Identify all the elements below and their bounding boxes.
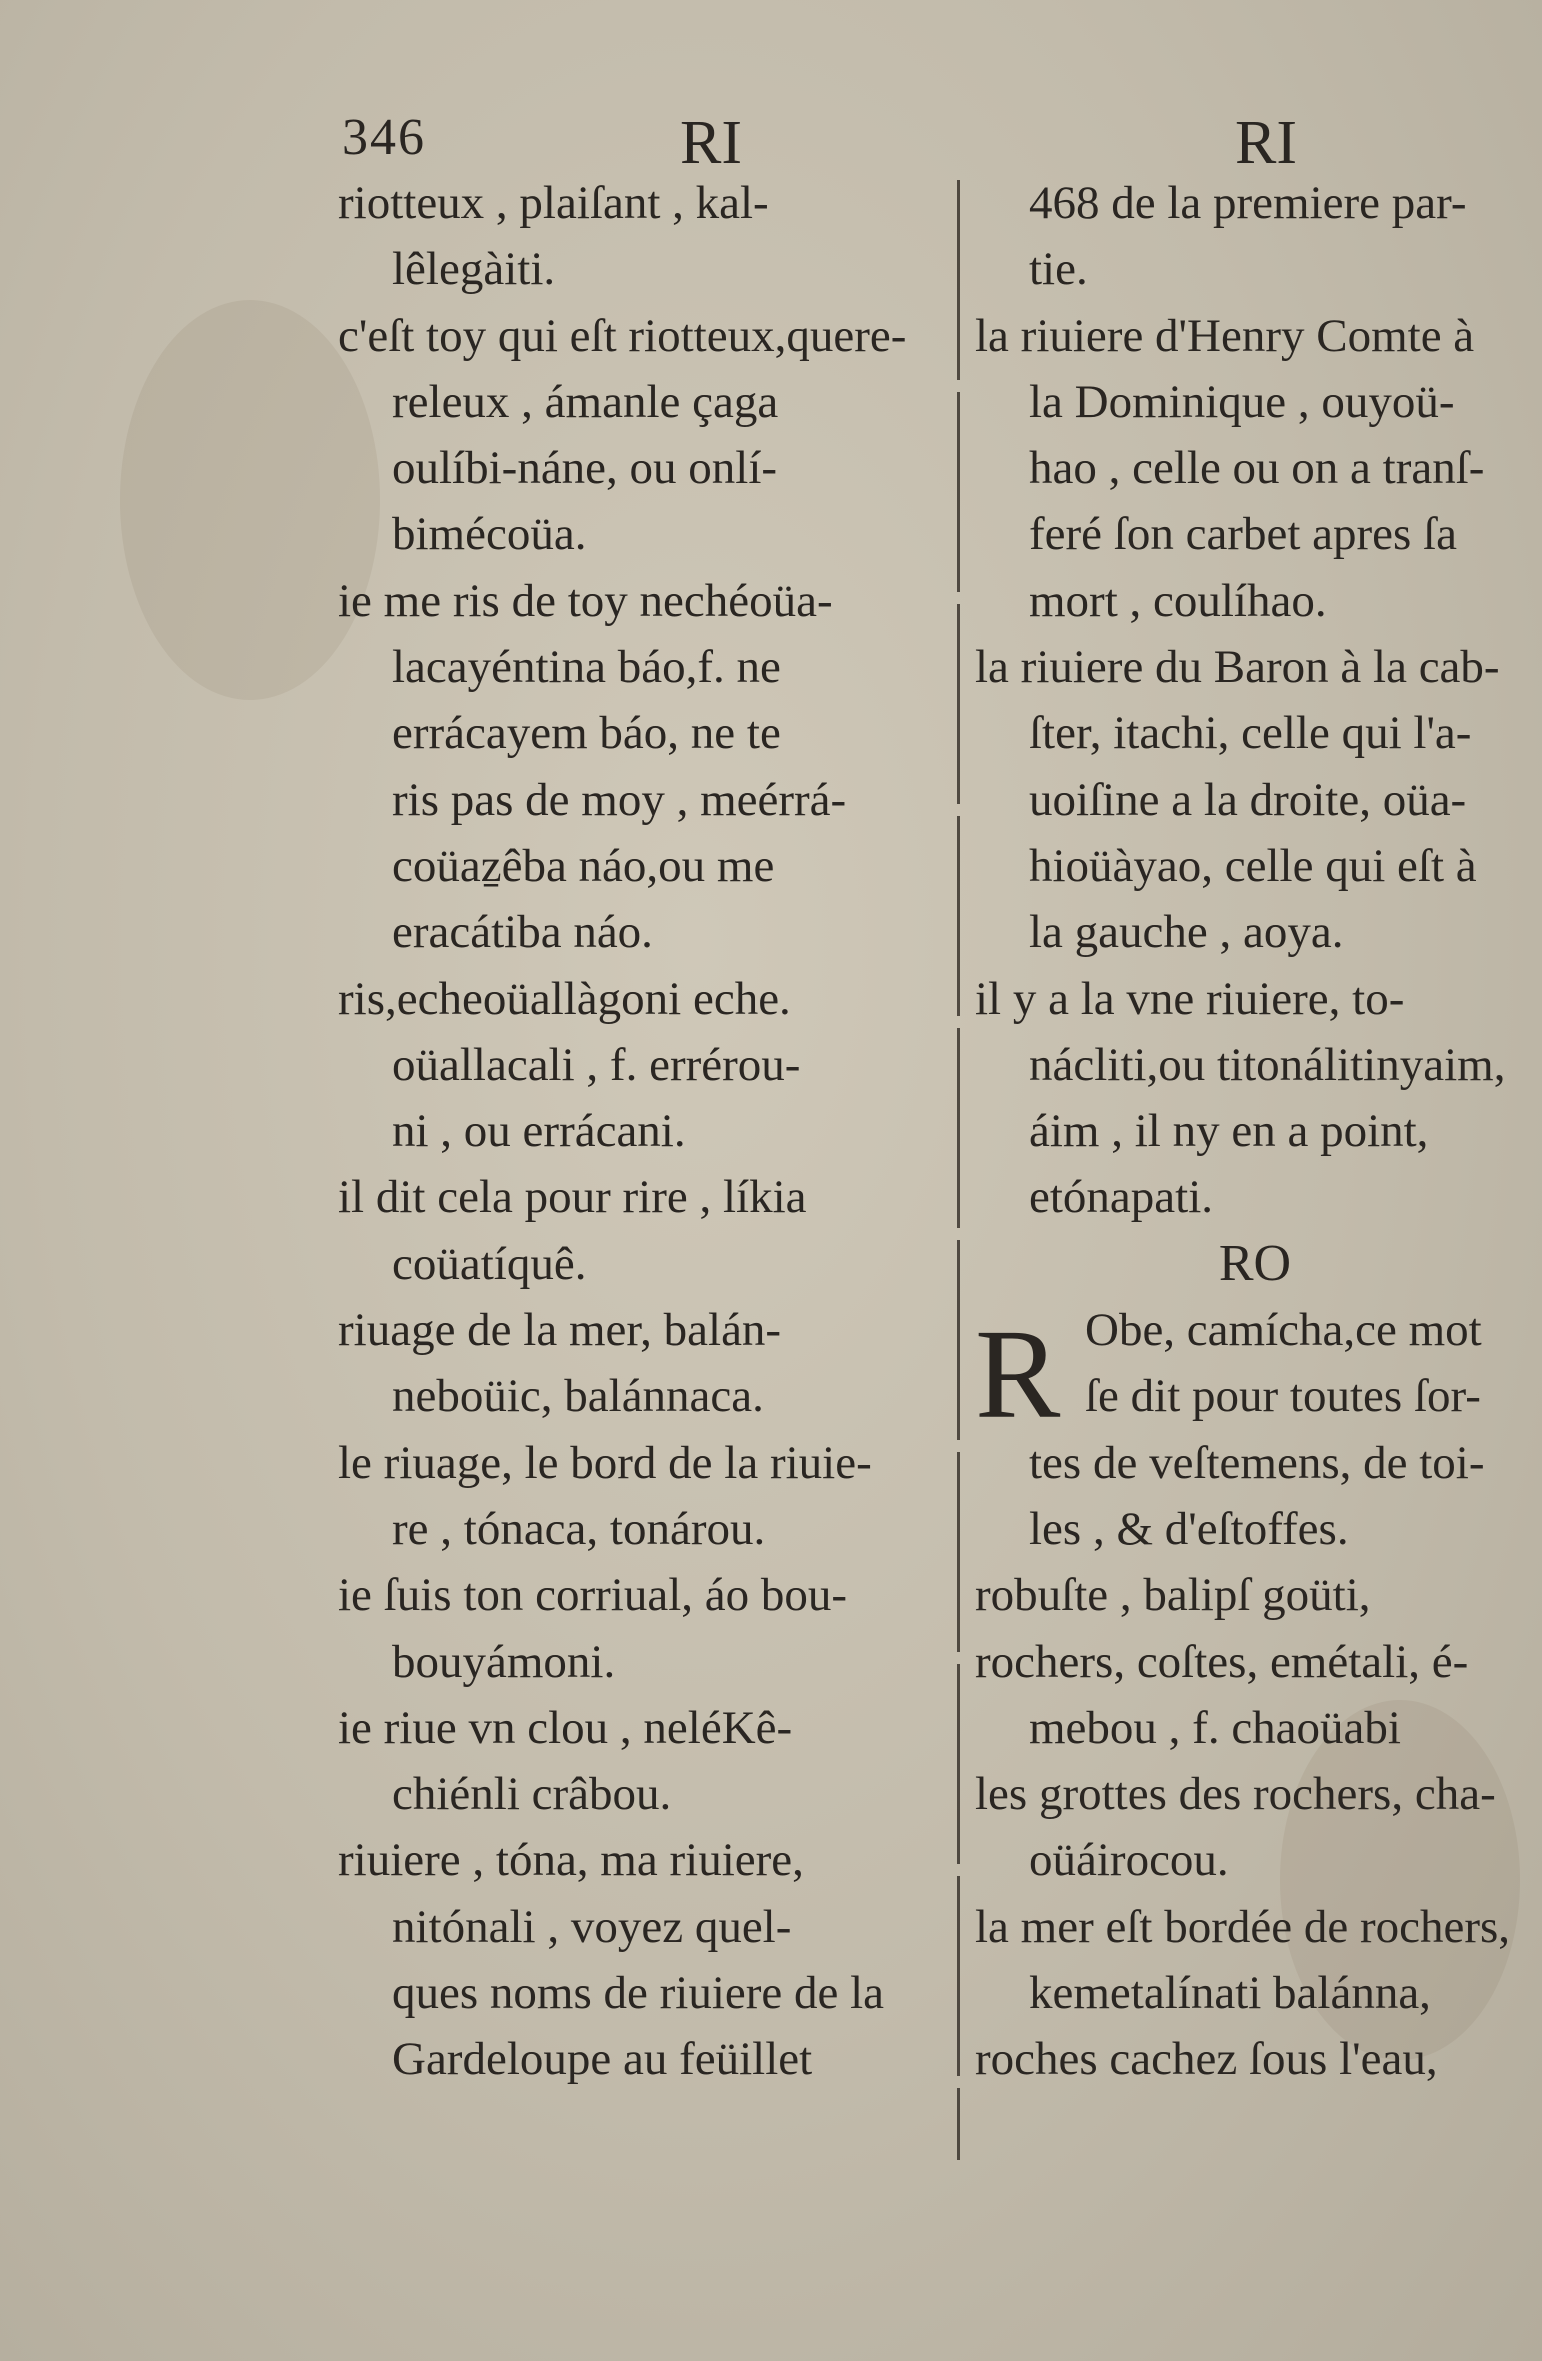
entry-line: 468 de la premiere par- <box>1029 177 1467 229</box>
entry-line: bouyámoni. <box>392 1635 616 1688</box>
entry-line: feré ſon carbet apres ſa <box>1029 508 1457 561</box>
entry-line: la riuiere d'Henry Comte à <box>975 309 1475 362</box>
entry-line: robuſte , balipſ goüti, <box>975 1569 1371 1622</box>
entry-line: nitónali , voyez quel- <box>392 1900 792 1953</box>
page-number: 346 <box>342 109 426 166</box>
entry-line: tes de veſtemens, de toi- <box>1029 1436 1485 1489</box>
entry-line: ris pas de moy , meérrá- <box>392 773 847 826</box>
entry-line: les , & d'eſtoffes. <box>1029 1502 1349 1555</box>
entry-line: coüaẕêba náo,ou me <box>392 839 775 892</box>
entry-line: la Dominique , ouyoü- <box>1029 375 1455 428</box>
entry-line: ſe dit pour toutes ſor- <box>1085 1370 1481 1423</box>
entry-line: ie riue vn clou , neléKê- <box>338 1701 793 1754</box>
entry-line: oüáirocou. <box>1029 1834 1229 1887</box>
section-heading: RO <box>1218 1234 1292 1292</box>
entry-line: Obe, camícha,ce mot <box>1085 1304 1482 1357</box>
entry-line: Gardeloupe au feüillet <box>392 2033 813 2086</box>
entry-line: il y a la vne riuiere, to- <box>975 972 1405 1025</box>
entry-line: rochers, coſtes, emétali, é- <box>975 1635 1469 1688</box>
entry-line: la mer eſt bordée de rochers, <box>975 1900 1511 1953</box>
entry-line: ris,echeoüallàgoni eche. <box>338 972 791 1025</box>
entry-line: le riuage, le bord de la riuie- <box>338 1436 872 1489</box>
entry-line: neboüic, balánnaca. <box>392 1370 764 1423</box>
entry-line: c'eſt toy qui eſt riotteux,quere- <box>338 309 907 362</box>
entry-line: mort , coulíhao. <box>1029 574 1327 627</box>
entry-line: les grottes des rochers, cha- <box>975 1768 1496 1821</box>
entry-line: mebou , f. chaoüabi <box>1029 1701 1401 1754</box>
entry-line: errácayem báo, ne te <box>392 707 781 760</box>
running-header <box>0 108 1542 178</box>
entry-line: oüallacali , f. errérou- <box>392 1038 801 1091</box>
entry-line: oulíbi-náne, ou onlí- <box>392 442 778 495</box>
entry-line: ie me ris de toy nechéoüa- <box>338 574 833 627</box>
left-running-head: RI <box>680 109 742 177</box>
entry-line: releux , ámanle çaga <box>392 375 779 428</box>
entry-line: ni , ou errácani. <box>392 1105 686 1158</box>
entry-line: lêlegàiti. <box>392 243 556 296</box>
entry-line: tie. <box>1029 243 1088 296</box>
entry-line: ie ſuis ton corriual, áo bou- <box>338 1569 848 1622</box>
entry-line: lacayéntina báo,f. ne <box>392 641 781 694</box>
entry-line: ques noms de riuiere de la <box>392 1967 885 2020</box>
entry-line: riotteux , plaiſant , kal- <box>338 177 769 229</box>
left-column <box>338 170 943 2093</box>
column-rule <box>957 180 960 2160</box>
drop-cap-initial: R <box>975 1303 1061 1445</box>
entry-line: roches cachez ſous l'eau, <box>975 2033 1438 2086</box>
entry-line: eracátiba náo. <box>392 906 653 959</box>
entry-line: áim , il ny en a point, <box>1029 1105 1429 1158</box>
entry-line: la gauche , aoya. <box>1029 906 1344 959</box>
entry-line: coüatíquê. <box>392 1237 587 1290</box>
right-running-head: RI <box>1235 109 1297 177</box>
entry-line: riuiere , tóna, ma riuiere, <box>338 1834 804 1887</box>
entry-line: la riuiere du Baron à la cab- <box>975 641 1500 694</box>
entry-line: re , tónaca, tonárou. <box>392 1502 766 1555</box>
entry-line: etónapati. <box>1029 1171 1214 1224</box>
entry-line: hao , celle ou on a tranſ- <box>1029 442 1485 495</box>
entry-line: kemetalínati balánna, <box>1029 1967 1431 2020</box>
entry-line: riuage de la mer, balán- <box>338 1304 782 1357</box>
entry-line: hioüàyao, celle qui eſt à <box>1029 839 1477 892</box>
right-column <box>975 170 1535 2093</box>
entry-line: chiénli crâbou. <box>392 1768 672 1821</box>
entry-line: nácliti,ou titonálitinyaim, <box>1029 1038 1506 1091</box>
entry-line: uoiſine a la droite, oüa- <box>1029 773 1467 826</box>
entry-line: bimécoüa. <box>392 508 587 561</box>
entry-line: il dit cela pour rire , líkia <box>338 1171 807 1224</box>
entry-line: ſter, itachi, celle qui l'a- <box>1029 707 1472 760</box>
